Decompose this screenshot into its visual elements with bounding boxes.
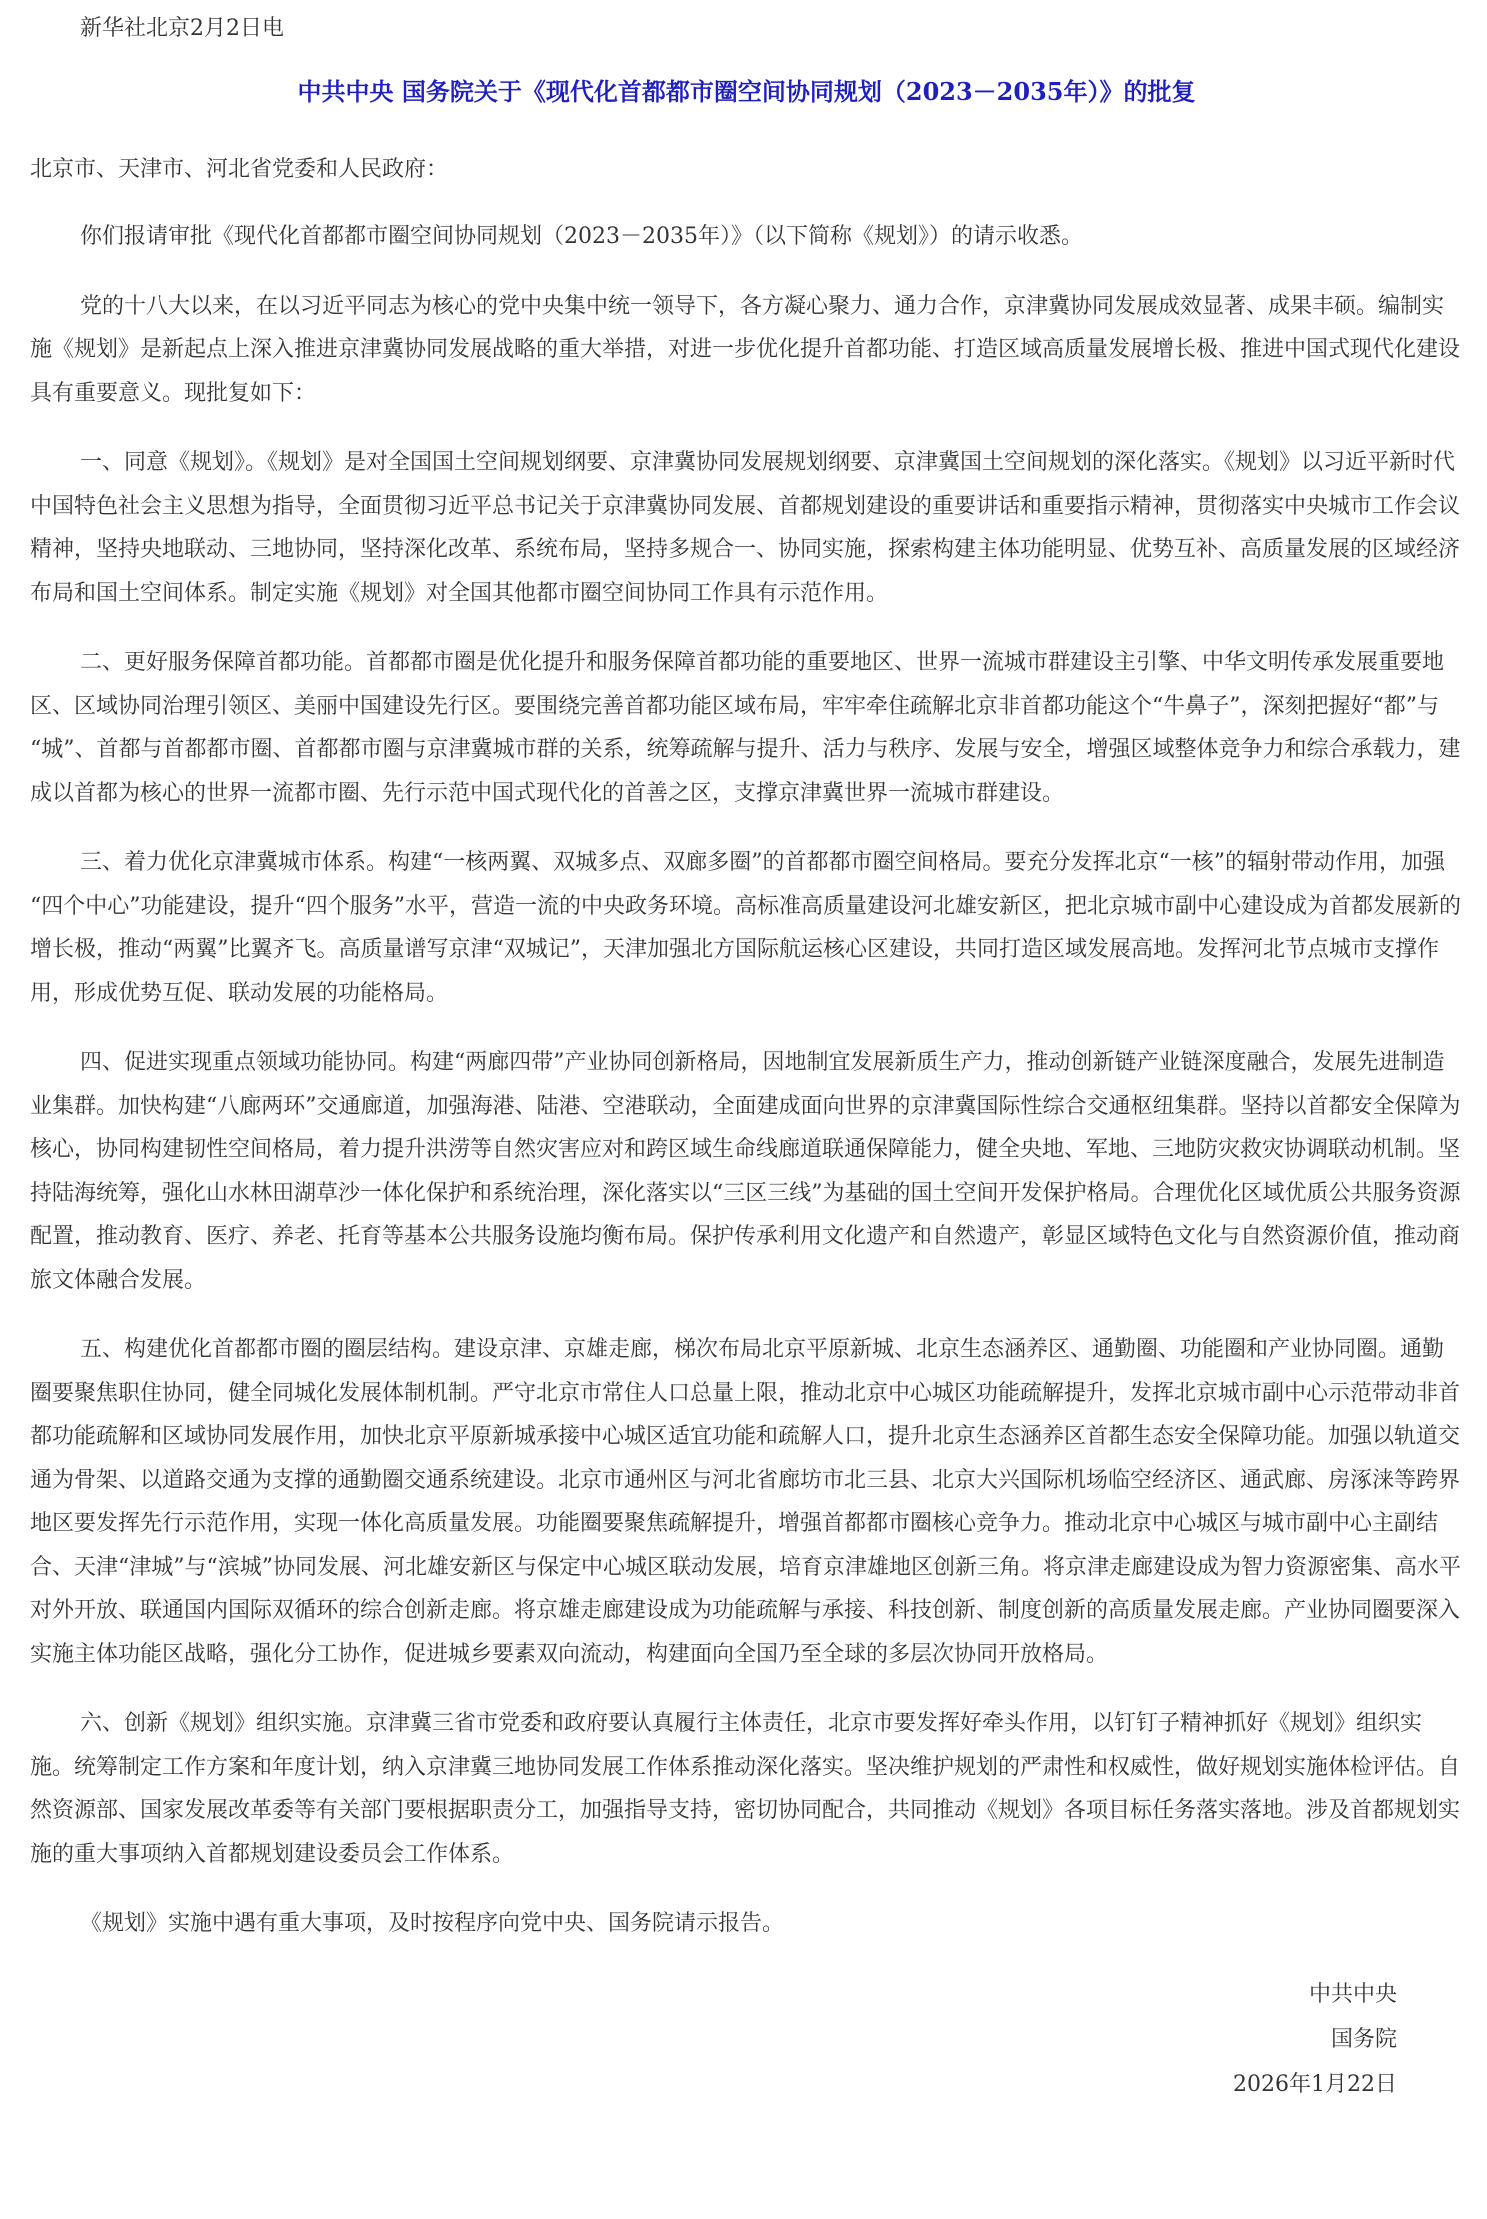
paragraph-section-3: 三、着力优化京津冀城市体系。构建“一核两翼、双城多点、双廊多圈”的首都都市圈空间格局。要充分发挥北京“一核”的辐射带动作用，加强“四个中心”功能建设，提升“四个服务”水平，营造一流的中央政务环境。高标准高质量建设河北雄安新区，把北京城市副中心建设成为首都发展新的增长极，推动“两翼”比翼齐飞。高质量谱写京津“双城记”，天津加强北方国际航运核心区建设，共同打造区域发展高地。发挥河北节点城市支撑作用，形成优势互促、联动发展的功能格局。 bbox=[30, 850, 1461, 1006]
paragraph-closing: 《规划》实施中遇有重大事项，及时按程序向党中央、国务院请示报告。 bbox=[80, 1911, 785, 1936]
signature-block bbox=[30, 1972, 1463, 2107]
salutation-line: 北京市、天津市、河北省党委和人民政府： bbox=[30, 157, 449, 182]
paragraph-intro: 你们报请审批《现代化首都都市圈空间协同规划（2023－2035年）》（以下简称《规划》）的请示收悉。 bbox=[80, 224, 1083, 249]
signature-org-state-council: 国务院 bbox=[1330, 2026, 1397, 2052]
signature-date: 2026年1月22日 bbox=[1233, 2071, 1397, 2097]
signature-org-cpc-central-committee: 中共中央 bbox=[1308, 1981, 1397, 2007]
paragraph-section-1: 一、同意《规划》。《规划》是对全国国土空间规划纲要、京津冀协同发展规划纲要、京津冀国土空间规划的深化落实。《规划》以习近平新时代中国特色社会主义思想为指导，全面贯彻习近平总书记关于京津冀协同发展、首都规划建设的重要讲话和重要指示精神，贯彻落实中央城市工作会议精神，坚持央地联动、三地协同，坚持深化改革、系统布局，坚持多规合一、协同实施，探索构建主体功能明显、优势互补、高质量发展的区域经济布局和国土空间体系。制定实施《规划》对全国其他都市圈空间协同工作具有示范作用。 bbox=[30, 450, 1461, 606]
paragraph-section-2: 二、更好服务保障首都功能。首都都市圈是优化提升和服务保障首都功能的重要地区、世界一流城市群建设主引擎、中华文明传承发展重要地区、区域协同治理引领区、美丽中国建设先行区。要围绕完善首都功能区域布局，牢牢牵住疏解北京非首都功能这个“牛鼻子”，深刻把握好“都”与“城”、首都与首都都市圈、首都都市圈与京津冀城市群的关系，统筹疏解与提升、活力与秩序、发展与安全，增强区域整体竞争力和综合承载力，建成以首都为核心的世界一流都市圈、先行示范中国式现代化的首善之区，支撑京津冀世界一流城市群建设。 bbox=[30, 650, 1461, 806]
news-agency-dateline: 新华社北京2月2日电 bbox=[80, 16, 284, 41]
paragraph-background: 党的十八大以来，在以习近平同志为核心的党中央集中统一领导下，各方凝心聚力、通力合作，京津冀协同发展成效显著、成果丰硕。编制实施《规划》是新起点上深入推进京津冀协同发展战略的重大举措，对进一步优化提升首都功能、打造区域高质量发展增长极、推进中国式现代化建设具有重要意义。现批复如下： bbox=[30, 293, 1461, 406]
document-title: 中共中央 国务院关于《现代化首都都市圈空间协同规划（2023－2035年）》的批复 bbox=[297, 77, 1196, 106]
paragraph-section-4: 四、促进实现重点领域功能协同。构建“两廊四带”产业协同创新格局，因地制宜发展新质生产力，推动创新链产业链深度融合，发展先进制造业集群。加快构建“八廊两环”交通廊道，加强海港、陆港、空港联动，全面建成面向世界的京津冀国际性综合交通枢纽集群。坚持以首都安全保障为核心，协同构建韧性空间格局，着力提升洪涝等自然灾害应对和跨区域生命线廊道联通保障能力，健全央地、军地、三地防灾救灾协调联动机制。坚持陆海统筹，强化山水林田湖草沙一体化保护和系统治理，深化落实以“三区三线”为基础的国土空间开发保护格局。合理优化区域优质公共服务资源配置，推动教育、医疗、养老、托育等基本公共服务设施均衡布局。保护传承利用文化遗产和自然遗产，彰显区域特色文化与自然资源价值，推动商旅文体融合发展。 bbox=[30, 1050, 1461, 1293]
paragraph-section-5: 五、构建优化首都都市圈的圈层结构。建设京津、京雄走廊，梯次布局北京平原新城、北京生态涵养区、通勤圈、功能圈和产业协同圈。通勤圈要聚焦职住协同，健全同城化发展体制机制。严守北京市常住人口总量上限，推动北京中心城区功能疏解提升，发挥北京城市副中心示范带动非首都功能疏解和区域协同发展作用，加快北京平原新城承接中心城区适宜功能和疏解人口，提升北京生态涵养区首都生态安全保障功能。加强以轨道交通为骨架、以道路交通为支撑的通勤圈交通系统建设。北京市通州区与河北省廊坊市北三县、北京大兴国际机场临空经济区、通武廊、房涿涞等跨界地区要发挥先行示范作用，实现一体化高质量发展。功能圈要聚焦疏解提升，增强首都都市圈核心竞争力。推动北京中心城区与城市副中心主副结合、天津“津城”与“滨城”协同发展、河北雄安新区与保定中心城区联动发展，培育京津雄地区创新三角。将京津走廊建设成为智力资源密集、高水平对外开放、联通国内国际双循环的综合创新走廊。将京雄走廊建设成为功能疏解与承接、科技创新、制度创新的高质量发展走廊。产业协同圈要深入实施主体功能区战略，强化分工协作，促进城乡要素双向流动，构建面向全国乃至全球的多层次协同开放格局。 bbox=[30, 1337, 1461, 1667]
paragraph-section-6: 六、创新《规划》组织实施。京津冀三省市党委和政府要认真履行主体责任，北京市要发挥好牵头作用，以钉钉子精神抓好《规划》组织实施。统筹制定工作方案和年度计划，纳入京津冀三地协同发展工作体系推动深化落实。坚决维护规划的严肃性和权威性，做好规划实施体检评估。自然资源部、国家发展改革委等有关部门要根据职责分工，加强指导支持，密切协同配合，共同推动《规划》各项目标任务落实落地。涉及首都规划实施的重大事项纳入首都规划建设委员会工作体系。 bbox=[30, 1711, 1461, 1867]
